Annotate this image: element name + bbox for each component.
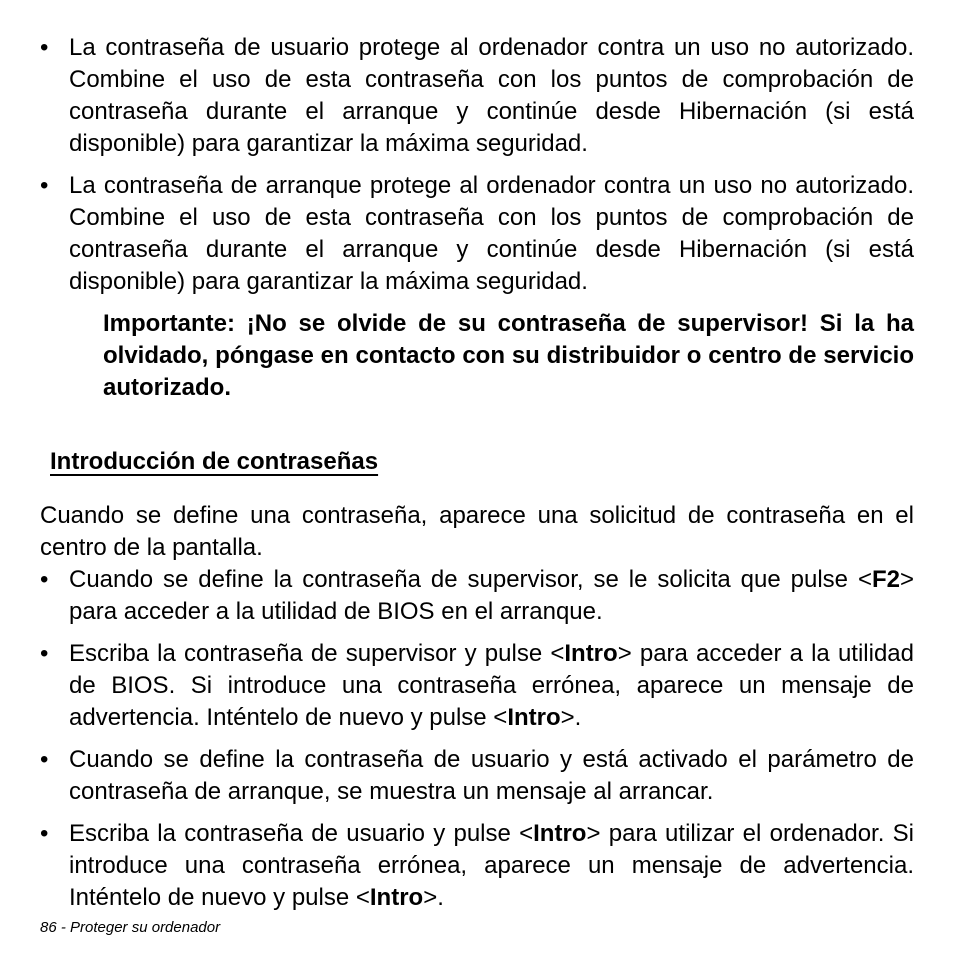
list-item-boot-password <box>40 170 914 298</box>
password-entry-list <box>40 564 914 914</box>
key-name: F2 <box>871 566 900 593</box>
text-segment: > para acceder a la utilidad de BIOS en el arranque. <box>69 566 914 625</box>
list-item-user-entry <box>40 818 914 914</box>
text-segment: > para utilizar el ordenador. Si introduce una contraseña errónea, aparece un mensaje de advertencia. Inténtelo de nuevo y pulse < <box>69 820 914 911</box>
key-name: Intro <box>533 820 587 847</box>
key-name: Intro <box>369 884 424 911</box>
section-heading: Introducción de contraseñas <box>50 448 379 475</box>
list-item-text: La contraseña de arranque protege al ordenador contra un uso no autorizado. Combine el uso de esta contraseña con los puntos de comprobación de contraseña durante el arranque y continúe desde Hibernación (si está disponible) para garantizar la máxima seguridad. <box>69 172 914 295</box>
list-item-supervisor-entry <box>40 638 914 734</box>
text-segment: Escriba la contraseña de usuario y pulse < <box>69 820 534 847</box>
section-intro-paragraph: Cuando se define una contraseña, aparece una solicitud de contraseña en el centro de la pantalla. <box>40 502 914 561</box>
text-segment: >. <box>560 704 582 731</box>
bullet-icon: • <box>40 34 49 61</box>
text-segment: >. <box>423 884 444 911</box>
bullet-icon: • <box>40 820 49 847</box>
key-name: Intro <box>507 704 561 731</box>
bullet-icon: • <box>40 172 49 199</box>
text-segment: > para acceder a la utilidad de BIOS. Si introduce una contraseña errónea, aparece un mensaje de advertencia. Inténtelo de nuevo y pulse < <box>69 640 914 731</box>
page-content <box>40 32 914 924</box>
text-segment: Cuando se define la contraseña de usuario y está activado el parámetro de contraseña de arranque, se muestra un mensaje al arrancar. <box>69 746 914 805</box>
list-item-supervisor-prompt <box>40 564 914 628</box>
bullet-icon: • <box>40 640 49 667</box>
important-note: Importante: ¡No se olvide de su contraseña de supervisor! Si la ha olvidado, póngase en contacto con su distribuidor o centro de servicio autorizado. <box>103 310 914 401</box>
bullet-icon: • <box>40 566 49 593</box>
list-item-text: La contraseña de usuario protege al ordenador contra un uso no autorizado. Combine el uso de esta contraseña con los puntos de comprobación de contraseña durante el arranque y continúe desde Hibernación (si está disponible) para garantizar la máxima seguridad. <box>69 34 914 157</box>
password-types-list <box>40 32 914 298</box>
text-segment: Escriba la contraseña de supervisor y pulse < <box>69 640 565 667</box>
page-footer: 86 - Proteger su ordenador <box>40 919 221 936</box>
list-item-user-password <box>40 32 914 160</box>
bullet-icon: • <box>40 746 49 773</box>
text-segment: Cuando se define la contraseña de supervisor, se le solicita que pulse < <box>69 566 872 593</box>
list-item-user-prompt <box>40 744 914 808</box>
key-name: Intro <box>564 640 618 667</box>
